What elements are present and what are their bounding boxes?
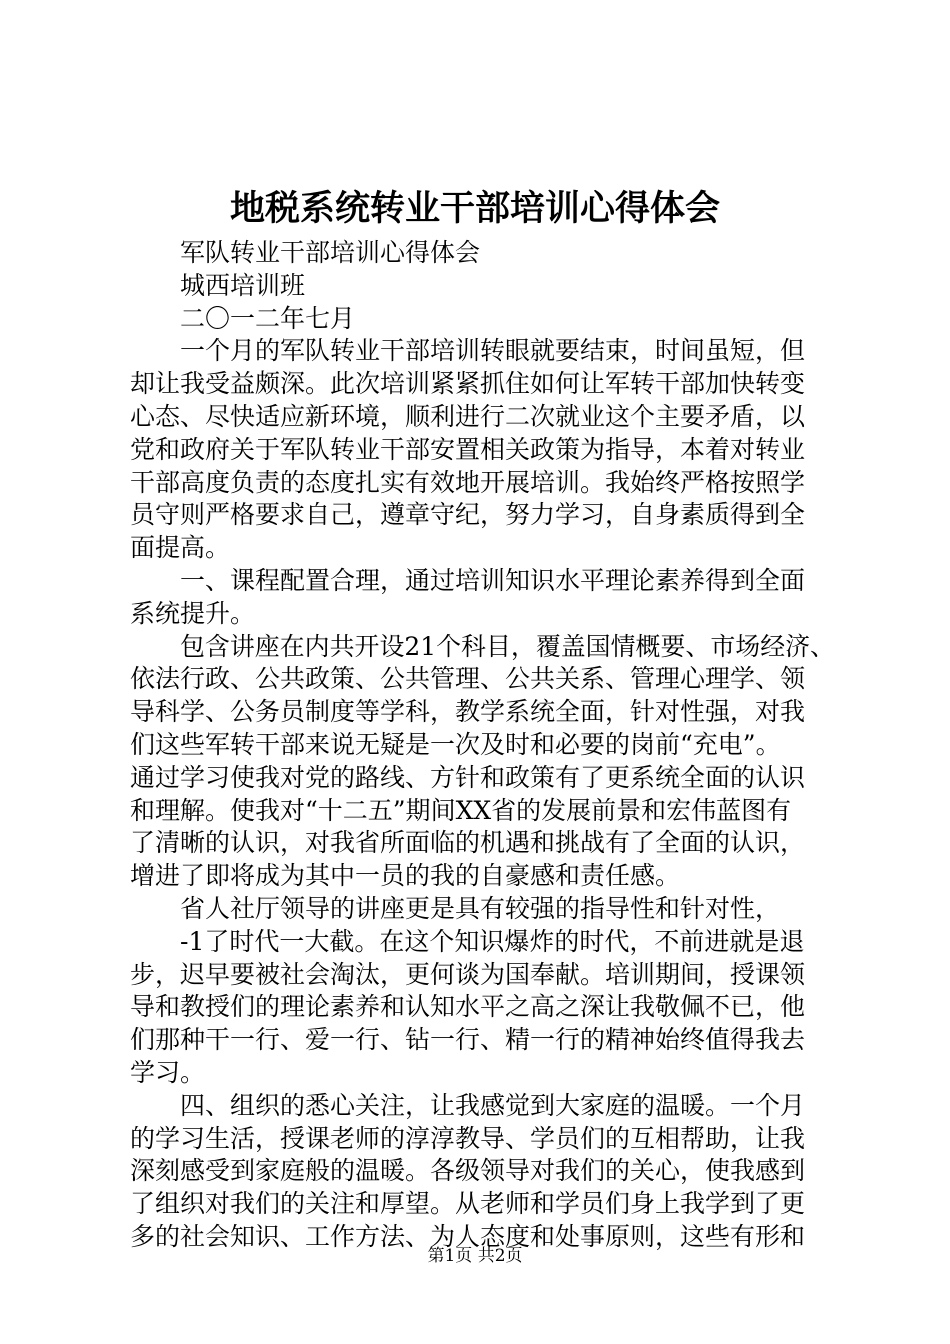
document-body [130,237,835,1254]
text-line: 一、课程配置合理，通过培训知识水平理论素养得到全面 [180,565,806,595]
text-line: 员守则严格要求自己，遵章守纪，努力学习，自身素质得到全 [130,500,806,530]
text-line: -1了时代一大截。在这个知识爆炸的时代，不前进就是退 [180,926,805,956]
text-line: 一个月的军队转业干部培训转眼就要结束，时间虽短，但 [180,336,806,366]
page-footer: 第1页 共2页 [427,1246,523,1266]
text-line: 导科学、公务员制度等学科，教学系统全面，针对性强，对我 [130,697,806,727]
text-line: 二〇一二年七月 [180,303,356,333]
text-line: 党和政府关于军队转业干部安置相关政策为指导，本着对转业 [130,434,806,464]
text-line: 城西培训班 [180,270,306,300]
text-line: 的学习生活，授课老师的淳淳教导、学员们的互相帮助，让我 [130,1123,806,1153]
text-line: 们那种干一行、爱一行、钻一行、精一行的精神始终值得我去 [130,1025,806,1055]
text-line: 了清晰的认识，对我省所面临的机遇和挑战有了全面的认识， [130,828,806,858]
text-line: 包含讲座在内共开设21个科目，覆盖国情概要、市场经济、 [180,631,835,661]
text-line: 却让我受益颇深。此次培训紧紧抓住如何让军转干部加快转变 [130,369,806,399]
text-line: 深刻感受到家庭般的温暖。各级领导对我们的关心，使我感到 [130,1156,806,1186]
text-line: 通过学习使我对党的路线、方针和政策有了更系统全面的认识 [130,762,806,792]
text-line: 军队转业干部培训心得体会 [180,238,481,267]
document-title: 地税系统转业干部培训心得体会 [229,188,720,229]
text-line: 系统提升。 [130,598,256,628]
text-line: 心态、尽快适应新环境，顺利进行二次就业这个主要矛盾，以 [130,401,806,431]
text-line: 了组织对我们的关注和厚望。从老师和学员们身上我学到了更 [130,1189,806,1219]
text-line: 导和教授们的理论素养和认知水平之高之深让我敬佩不已，他 [130,992,806,1022]
text-line: 省人社厅领导的讲座更是具有较强的指导性和针对性， [180,893,781,923]
text-line: 面提高。 [130,533,231,563]
text-line: 干部高度负责的态度扎实有效地开展培训。我始终严格按照学 [130,467,806,497]
text-line: 多的社会知识、工作方法、为人态度和处事原则，这些有形和 [130,1221,806,1251]
text-line: 增进了即将成为其中一员的我的自豪感和责任感。 [130,861,681,891]
text-line: 步，迟早要被社会淘汰，更何谈为国奉献。培训期间，授课领 [130,959,806,989]
text-line: 们这些军转干部来说无疑是一次及时和必要的岗前“充电”。 [130,729,781,759]
text-line: 和理解。使我对“十二五”期间XX省的发展前景和宏伟蓝图有 [130,795,792,825]
text-line: 四、组织的悉心关注，让我感觉到大家庭的温暖。一个月 [180,1090,806,1120]
text-line: 学习。 [130,1057,206,1087]
text-line: 依法行政、公共政策、公共管理、公共关系、管理心理学、领 [130,664,806,694]
